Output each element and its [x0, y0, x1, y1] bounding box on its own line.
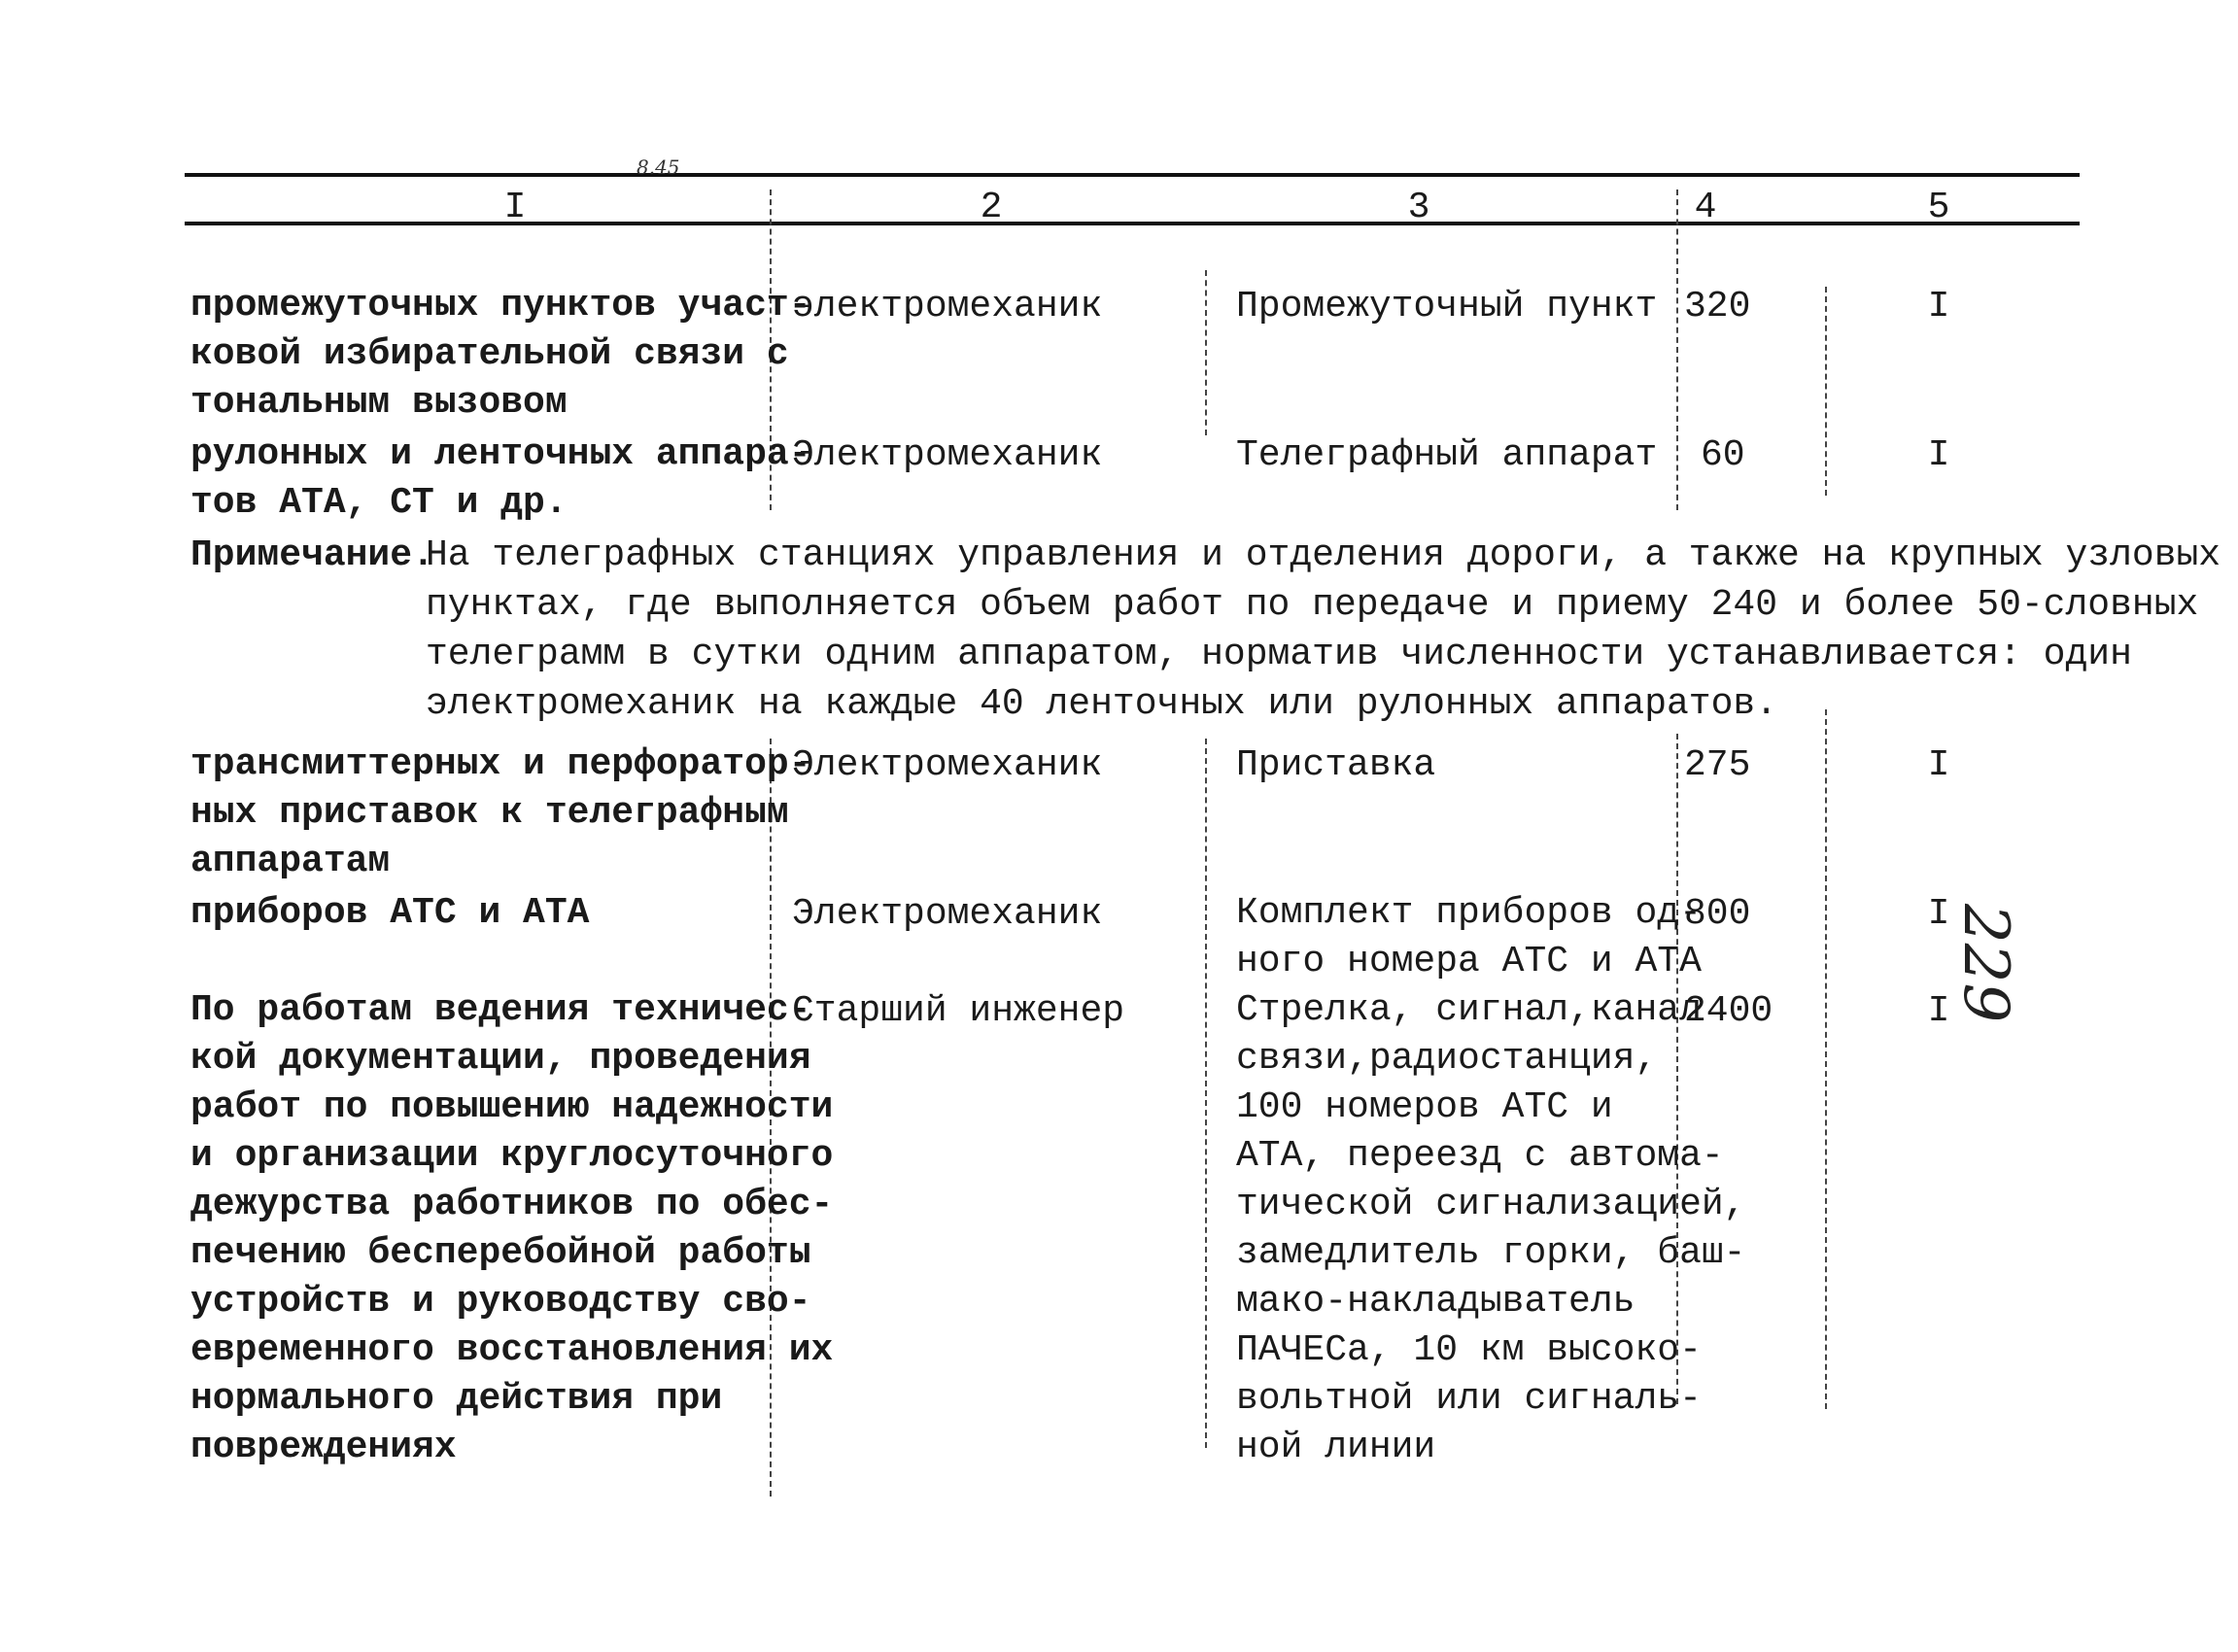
column-separator — [1676, 189, 1678, 510]
column-separator — [1825, 287, 1827, 496]
row4-position: Электромеханик — [792, 893, 1103, 935]
header-col5: 5 — [1927, 187, 1950, 228]
column-separator — [1205, 739, 1207, 1448]
note-line4: электромеханик на каждые 40 ленточных или рулонных аппаратов. — [426, 683, 1778, 725]
note-line3: телеграмм в сутки одним аппаратом, норматив численности устанавливается: один — [426, 634, 2132, 675]
note-label: Примечание. — [190, 534, 434, 576]
page-number: 229 — [1949, 904, 2021, 1023]
row2-unit: Телеграфный аппарат — [1236, 434, 1658, 476]
header-bottom-rule — [185, 222, 2080, 225]
row3-position: Электромеханик — [792, 744, 1103, 786]
row5-item: По работам ведения техничес- кой документации, проведения работ по повышению надежности и организации круглосуточного дежурства работников по обес- печению бесперебойной работы устройств и руководству сво- евременного восстановления их нормального действия при повреждениях — [190, 989, 834, 1468]
row2-headcount: I — [1927, 434, 1950, 476]
row4-item: приборов АТС и АТА — [190, 892, 590, 934]
row1-norm: 320 — [1684, 286, 1751, 327]
header-top-rule — [185, 173, 2080, 177]
note-line1: На телеграфных станциях управления и отделения дороги, а также на крупных узловых — [426, 534, 2221, 576]
row3-unit: Приставка — [1236, 744, 1436, 786]
header-col2: 2 — [980, 187, 1003, 228]
header-scribble: 8.45 — [637, 155, 680, 179]
note-line2: пунктах, где выполняется объем работ по передаче и приему 240 и более 50-словных — [426, 584, 2199, 626]
row4-norm: 800 — [1684, 893, 1751, 935]
row3-item: трансмиттерных и перфоратор- ных приставок к телеграфным аппаратам — [190, 743, 811, 882]
row2-item: рулонных и ленточных аппара- тов АТА, СТ и др. — [190, 433, 811, 524]
row2-position: Электромеханик — [792, 434, 1103, 476]
header-col4: 4 — [1694, 187, 1717, 228]
column-separator — [1825, 709, 1827, 1409]
row4-headcount: I — [1927, 893, 1950, 935]
header-col3: 3 — [1407, 187, 1430, 228]
row4-unit: Комплект приборов од- ного номера АТС и АТА — [1236, 892, 1702, 982]
column-separator — [1205, 270, 1207, 435]
row5-position: Старший инженер — [792, 990, 1125, 1032]
header-col1: I — [503, 187, 527, 228]
row1-unit: Промежуточный пункт — [1236, 286, 1658, 327]
row5-headcount: I — [1927, 990, 1950, 1032]
row1-headcount: I — [1927, 286, 1950, 327]
row1-item: промежуточных пунктов участ- ковой избирательной связи с тональным вызовом — [190, 285, 811, 424]
row3-norm: 275 — [1684, 744, 1751, 786]
row2-norm: 60 — [1701, 434, 1745, 476]
row5-unit: Стрелка, сигнал,канал связи,радиостанция, 100 номеров АТС и АТА, переезд с автома- тической сигнализацией, замедлитель горки, баш- мако-накладыватель ПАЧЕСа, 10 км высоко- вольтной или сигналь- ной линии — [1236, 989, 1746, 1468]
row1-position: электромеханик — [792, 286, 1103, 327]
row5-norm: 2400 — [1684, 990, 1773, 1032]
row3-headcount: I — [1927, 744, 1950, 786]
